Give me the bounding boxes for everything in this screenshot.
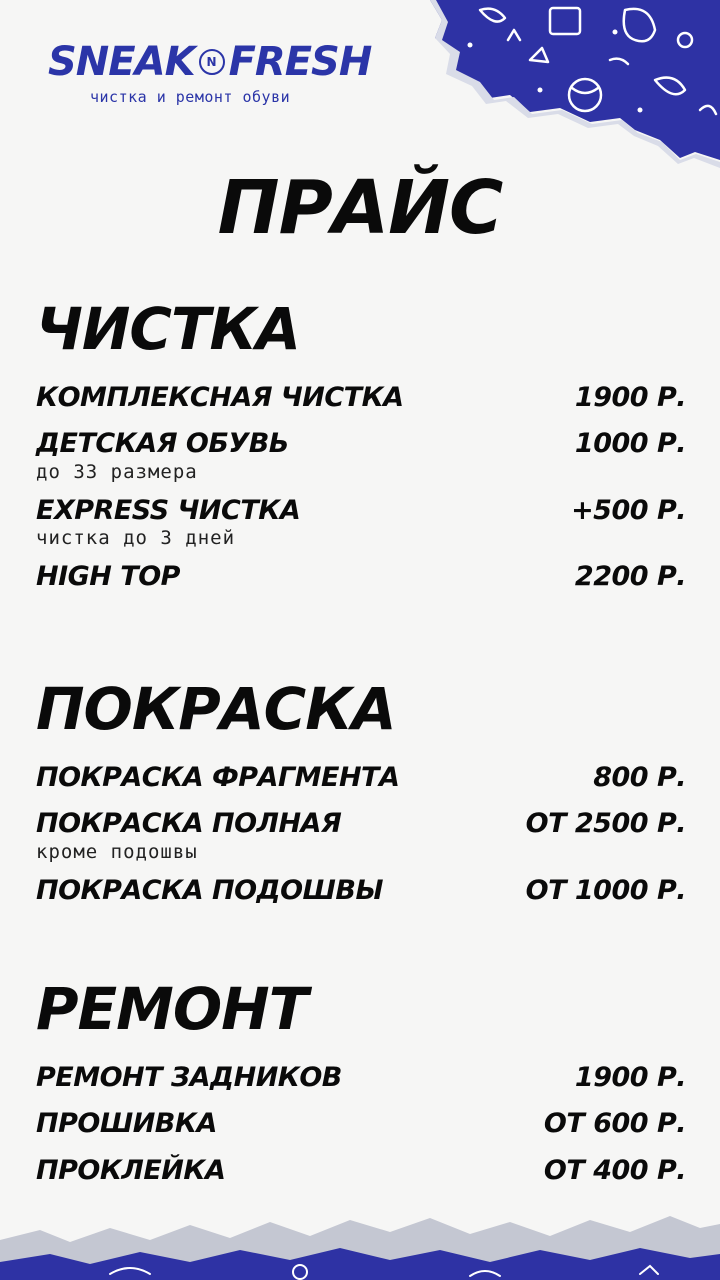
item-price: 1900 Р. [574,1062,686,1093]
item-note: до 33 размера [36,460,198,483]
item-price: ОТ 600 Р. [543,1108,686,1140]
item-name: ПОКРАСКА ПОЛНАЯ [36,808,342,840]
price-item [36,806,686,862]
price-item [36,1106,686,1142]
logo-word-sneak: SNEAK [48,39,195,85]
section-cleaning [36,295,686,606]
section-title: РЕМОНТ [36,975,308,1043]
item-price: 2200 Р. [574,561,686,593]
price-item [36,1153,686,1189]
price-item [36,380,686,416]
item-note: чистка до 3 дней [36,527,236,550]
logo-wordmark [48,39,378,85]
item-name: ПОКРАСКА ФРАГМЕНТА [36,762,400,793]
item-name: ПРОКЛЕЙКА [36,1154,226,1186]
item-price: ОТ 1000 Р. [525,874,686,906]
price-item [36,493,686,549]
section-repair [36,975,686,1199]
section-title: ЧИСТКА [36,295,300,363]
section-painting [36,675,686,919]
price-item [36,873,686,909]
price-item [36,1060,686,1096]
item-price: ОТ 2500 Р. [525,808,686,840]
item-name: EXPRESS ЧИСТКА [36,494,301,526]
item-name: HIGH TOP [36,561,180,593]
item-name: ДЕТСКАЯ ОБУВЬ [36,428,289,460]
item-price: +500 Р. [571,494,686,526]
item-price: 1000 Р. [574,428,686,460]
page-title: ПРАЙС [217,165,503,251]
item-name: ПРОШИВКА [36,1108,217,1140]
logo-n-badge: N [199,49,225,75]
price-item [36,559,686,595]
item-price: 1900 Р. [574,382,686,413]
item-name: РЕМОНТ ЗАДНИКОВ [36,1062,342,1093]
price-item [36,760,686,796]
sneaker-doodle-corner-art [380,0,720,175]
logo-tagline: чистка и ремонт обуви [90,88,291,106]
price-item [36,426,686,482]
logo-word-fresh: FRESH [228,39,372,85]
item-note: кроме подошвы [36,840,198,863]
section-title: ПОКРАСКА [36,675,396,743]
item-name: КОМПЛЕКСНАЯ ЧИСТКА [36,382,404,413]
item-name: ПОКРАСКА ПОДОШВЫ [36,874,383,906]
brand-logo [48,39,378,106]
item-price: ОТ 400 Р. [543,1154,686,1186]
item-price: 800 Р. [593,762,686,793]
